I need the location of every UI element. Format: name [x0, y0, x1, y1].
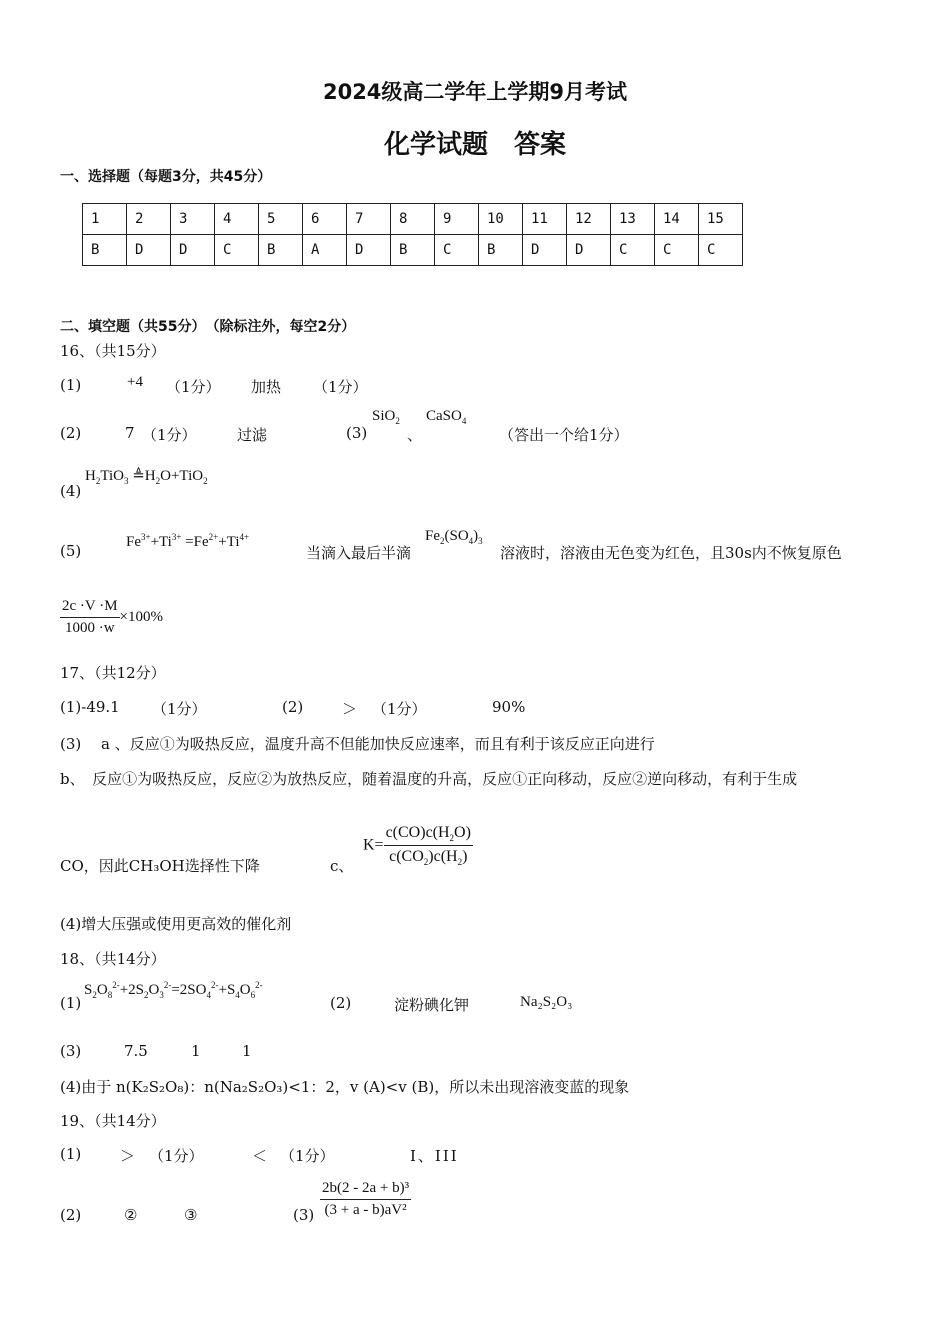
q16-part1-label: (1)	[60, 376, 82, 394]
q16-part1-answer-b: 加热	[251, 378, 282, 396]
section2-heading: 二、填空题（共55分） （除标注外，每空2分）	[60, 319, 356, 335]
q17-part3-label-c: c、	[330, 857, 354, 875]
table-cell: 12	[567, 204, 611, 235]
table-cell: 13	[611, 204, 655, 235]
q18-heading: 18、（共14分）	[60, 950, 166, 968]
q19-part3-expression	[320, 1180, 411, 1219]
q19-part3-label: (3)	[293, 1206, 315, 1224]
q16-part1-score-a: （1分）	[166, 378, 221, 396]
fraction-denominator: $c(CO_2)c(H_2)$	[389, 848, 468, 868]
answer-table	[82, 203, 743, 266]
q17-part2-score: （1分）	[372, 700, 427, 718]
q16-part4-equation: $H_2TiO_3$ $≜H_2O+TiO_2$	[85, 468, 208, 486]
table-cell: B	[83, 235, 127, 266]
fraction-denominator: 1000 ·w	[64, 620, 115, 636]
table-cell: D	[523, 235, 567, 266]
table-cell: C	[435, 235, 479, 266]
q19-part1-label: (1)	[60, 1145, 82, 1163]
fraction	[60, 598, 120, 637]
q18-part4: (4)由于 n(K₂S₂O₈)：n(Na₂S₂O₃)<1：2，v (A)<v (B)，所以未出现溶液变蓝的现象	[60, 1078, 630, 1096]
table-cell: 2	[127, 204, 171, 235]
q19-part1-answer-b: ＜	[252, 1147, 268, 1165]
table-cell: B	[479, 235, 523, 266]
q17-part1-score: （1分）	[152, 700, 207, 718]
q16-part3-separator: 、	[407, 426, 423, 444]
q18-part1-label: (1)	[60, 994, 82, 1012]
q16-part2-label: (2)	[60, 424, 82, 442]
fraction-numerator: 2c ·V ·M	[60, 598, 120, 618]
q18-part3-answer-a: 7.5	[124, 1042, 148, 1060]
exam-title: 2024级高二学年上学期9月考试	[322, 80, 628, 104]
q18-part3-answer-c: 1	[242, 1042, 252, 1060]
q17-part2-label: (2)	[282, 698, 304, 716]
fraction-numerator: $c(CO)c(H_2O)$	[384, 824, 473, 846]
fraction	[384, 824, 473, 867]
table-cell: C	[655, 235, 699, 266]
q17-part4: (4)增大压强或使用更高效的催化剂	[60, 915, 292, 933]
q16-part2-answer-a: 7	[125, 424, 135, 442]
table-cell: 15	[699, 204, 743, 235]
table-cell: 8	[391, 204, 435, 235]
table-cell: B	[259, 235, 303, 266]
fraction-denominator: (3 + a - b)aV²	[324, 1202, 407, 1218]
q16-part3-note: （答出一个给1分）	[499, 426, 629, 444]
q17-part2-answer: ＞	[342, 700, 358, 718]
q19-part1-answer-a: ＞	[120, 1147, 136, 1165]
table-cell: 6	[303, 204, 347, 235]
q16-part3-formula-caso4: CaSO$_4$	[426, 408, 467, 426]
table-row-numbers	[83, 204, 743, 235]
q16-part2-answer-b: 过滤	[237, 426, 268, 444]
table-cell: C	[611, 235, 655, 266]
table-cell: A	[303, 235, 347, 266]
table-cell: 1	[83, 204, 127, 235]
table-cell: C	[215, 235, 259, 266]
q16-part4-label: (4)	[60, 482, 82, 500]
table-cell: 7	[347, 204, 391, 235]
q18-part2-answer-b: Na₂S₂O₃	[520, 994, 573, 1010]
table-cell: 14	[655, 204, 699, 235]
q17-part1-answer: (1)-49.1	[60, 698, 120, 716]
q17-equilibrium-constant: K= $\frac{c(CO)c(H_2O)}{c(CO_2)c(H_2)}$	[363, 824, 471, 868]
fraction	[320, 1180, 411, 1219]
q16-part6-expression	[60, 598, 163, 637]
table-cell: D	[567, 235, 611, 266]
q16-part3-formula-sio2: SiO$_2$	[372, 408, 400, 426]
q18-part2-answer-a: 淀粉碘化钾	[394, 996, 470, 1014]
q16-part5-label: (5)	[60, 542, 82, 560]
table-cell: C	[699, 235, 743, 266]
table-cell: 9	[435, 204, 479, 235]
q19-part1-score-b: （1分）	[280, 1147, 335, 1165]
q19-part2-answer-b: ③	[184, 1206, 198, 1224]
q16-part5-text-b: 溶液时，溶液由无色变为红色，且30s内不恢复原色	[500, 544, 842, 562]
q16-part5-text-a: 当滴入最后半滴	[306, 544, 412, 562]
q19-part2-label: (2)	[60, 1206, 82, 1224]
q19-heading: 19、（共14分）	[60, 1112, 166, 1130]
q16-part3-label: (3)	[346, 424, 368, 442]
fraction-numerator: 2b(2 - 2a + b)³	[320, 1180, 411, 1200]
q16-part1-score-b: （1分）	[313, 378, 368, 396]
section1-heading: 一、选择题（每题3分，共45分）	[60, 169, 272, 185]
table-cell: 3	[171, 204, 215, 235]
table-cell: B	[391, 235, 435, 266]
q16-part5-formula: $Fe_2(SO_4)_3$	[425, 528, 483, 546]
q19-part1-score-a: （1分）	[149, 1147, 204, 1165]
q17-heading: 17、（共12分）	[60, 664, 166, 682]
table-cell: 10	[479, 204, 523, 235]
table-cell: D	[347, 235, 391, 266]
table-cell: D	[127, 235, 171, 266]
q16-part5-equation: $Fe^{3+}+Ti^{3+} =Fe^{2+}+Ti^{4+}$	[126, 532, 250, 550]
table-cell: D	[171, 235, 215, 266]
q16-part2-score-a: （1分）	[142, 426, 197, 444]
table-cell: 4	[215, 204, 259, 235]
q17-part2-answer-2: 90%	[492, 698, 526, 716]
q17-part3-line-b: b、 反应①为吸热反应，反应②为放热反应，随着温度的升高，反应①正向移动，反应②逆向移动，有利于生成	[60, 770, 798, 788]
table-cell: 5	[259, 204, 303, 235]
q17-part3-line-a: (3) a 、反应①为吸热反应，温度升高不但能加快反应速率，而且有利于该反应正向进行	[60, 735, 655, 753]
q19-part1-answer-c: I、III	[410, 1147, 459, 1165]
q16-part1-answer-a: +4	[127, 374, 143, 390]
q18-part3-label: (3)	[60, 1042, 82, 1060]
q16-heading: 16、（共15分）	[60, 342, 166, 360]
table-cell: 11	[523, 204, 567, 235]
page-subtitle: 化学试题 答案	[383, 130, 566, 160]
q19-part2-answer-a: ②	[124, 1206, 138, 1224]
q18-part1-equation: $S_2O_8^{2-}+2S_2O_3^{2-}=2SO_4^{2-}+S_4O_6^{2-}$	[84, 980, 263, 1000]
table-row-answers	[83, 235, 743, 266]
q17-part3-line-c: CO，因此CH₃OH选择性下降	[60, 857, 260, 875]
fraction-tail: ×100%	[119, 608, 164, 625]
q18-part2-label: (2)	[330, 994, 352, 1012]
q18-part3-answer-b: 1	[191, 1042, 201, 1060]
